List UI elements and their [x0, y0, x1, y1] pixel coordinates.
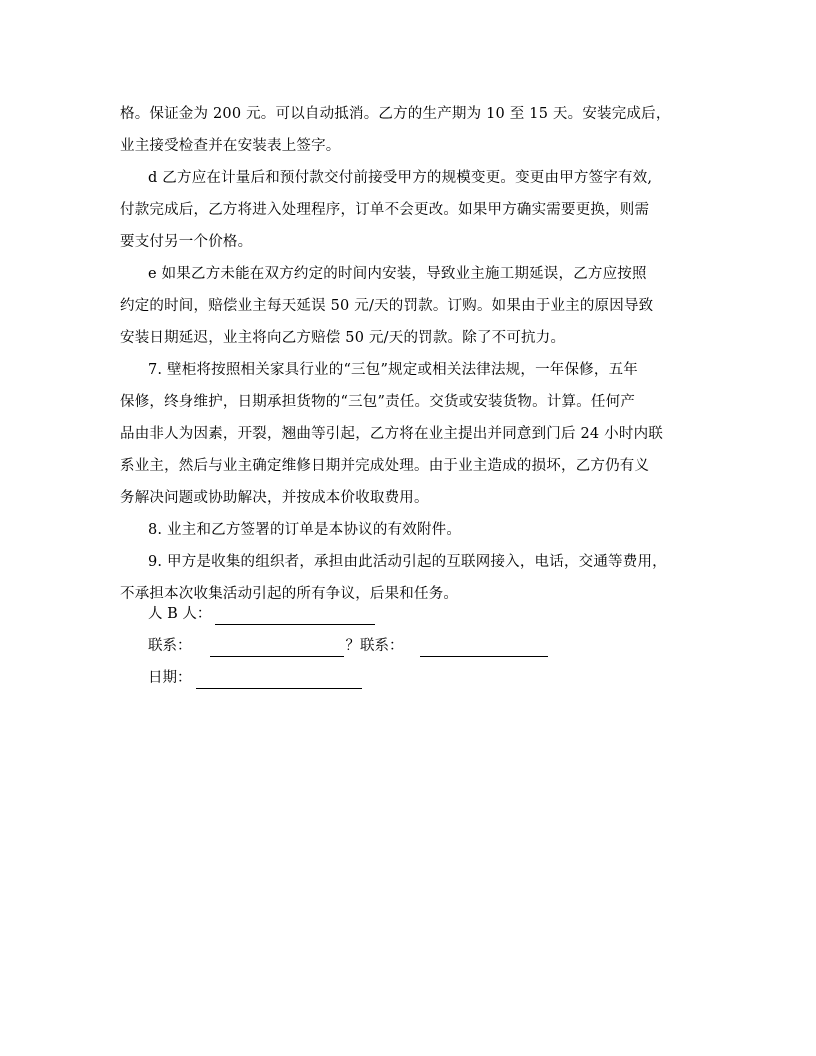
body-text: [120, 98, 700, 610]
signer-label: 人 B 人：: [148, 606, 212, 622]
text-line: 7. 壁柜将按照相关家具行业的“三包”规定或相关法律法规，一年保修，五年: [148, 362, 638, 378]
text-line: 业主接受检查并在安装表上签字。: [120, 138, 341, 154]
paragraph-e: [120, 258, 700, 354]
date-label: 日期：: [148, 670, 192, 686]
text-line: d 乙方应在计量后和预付款交付前接受甲方的规模变更。变更由甲方签字有效,: [148, 170, 653, 186]
paragraph-deposit: [120, 98, 700, 162]
text-line: 约定的时间，赔偿业主每天延误 50 元/天的罚款。订购。如果由于业主的原因导致: [120, 298, 654, 314]
contact-blank-line-2[interactable]: [420, 638, 548, 657]
text-line: 品由非人为因素，开裂，翘曲等引起，乙方将在业主提出并同意到门后 24 小时内联: [120, 426, 663, 442]
signature-block: [148, 598, 708, 694]
text-line: 务解决问题或协助解决，并按成本价收取费用。: [120, 490, 429, 506]
paragraph-8: [120, 514, 700, 546]
signer-row: [148, 598, 708, 630]
signer-blank-line[interactable]: [215, 606, 375, 625]
text-line: e 如果乙方未能在双方约定的时间内安装，导致业主施工期延误，乙方应按照: [148, 266, 647, 282]
date-blank-line[interactable]: [196, 670, 362, 689]
text-line: 不承担本次收集活动引起的所有争议，后果和任务。: [120, 586, 459, 602]
text-line: 付款完成后，乙方将进入处理程序，订单不会更改。如果甲方确实需要更换，则需: [120, 202, 650, 218]
text-line: 要支付另一个价格。: [120, 234, 253, 250]
text-line: 8. 业主和乙方签署的订单是本协议的有效附件。: [148, 522, 462, 538]
contact-label-2: ？联系：: [345, 638, 404, 654]
paragraph-d: [120, 162, 700, 258]
contact-blank-line-1[interactable]: [210, 638, 344, 657]
contact-row: [148, 630, 708, 662]
text-line: 9. 甲方是收集的组织者，承担由此活动引起的互联网接入，电话，交通等费用，: [148, 554, 667, 570]
text-line: 安装日期延迟，业主将向乙方赔偿 50 元/天的罚款。除了不可抗力。: [120, 330, 566, 346]
date-row: [148, 662, 708, 694]
text-line: 系业主，然后与业主确定维修日期并完成处理。由于业主造成的损坏，乙方仍有义: [120, 458, 650, 474]
text-line: 保修，终身维护，日期承担货物的“三包”责任。交货或安装货物。计算。任何产: [120, 394, 636, 410]
contact-label-1: 联系：: [148, 638, 192, 654]
paragraph-7: [120, 354, 700, 514]
text-line: 格。保证金为 200 元。可以自动抵消。乙方的生产期为 10 至 15 天。安装完成后，: [120, 106, 671, 122]
